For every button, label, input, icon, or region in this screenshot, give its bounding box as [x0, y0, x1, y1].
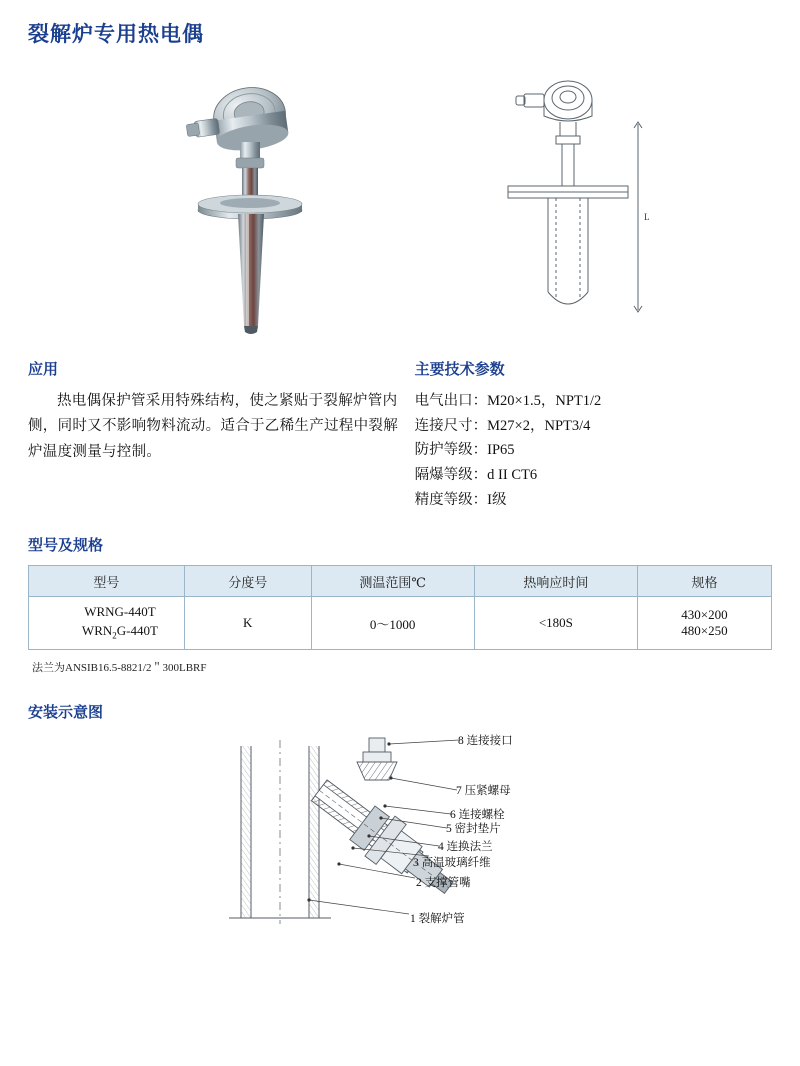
installation-heading: 安装示意图 — [28, 704, 104, 722]
cell-graduation: K — [184, 597, 311, 650]
parameters-section — [405, 358, 772, 512]
callout-label: 压紧螺母 — [464, 785, 511, 798]
installation-drawing — [213, 732, 633, 962]
models-section — [28, 534, 772, 675]
callout-label: 连接接口 — [466, 735, 513, 748]
callout-5 — [446, 820, 501, 836]
models-heading: 型号及规格 — [28, 537, 104, 555]
parameters-heading: 主要技术参数 — [414, 361, 505, 378]
callout-1 — [410, 910, 465, 926]
parameter-item: 连接尺寸：M27×2，NPT3/4 — [414, 417, 591, 434]
callout-number: 5 — [446, 823, 452, 836]
installation-diagram — [28, 732, 772, 972]
callout-8 — [458, 732, 513, 748]
product-drawing-right — [498, 64, 668, 344]
callout-number: 4 — [438, 841, 444, 854]
page-title: 裂解炉专用热电偶 — [28, 23, 204, 46]
callout-number: 1 — [410, 913, 416, 926]
callout-number: 2 — [416, 877, 422, 890]
callout-label: 连换法兰 — [446, 841, 493, 854]
callout-label: 裂解炉管 — [418, 913, 465, 926]
callout-4 — [438, 838, 493, 854]
product-photo-left — [178, 64, 338, 344]
spec-line-1: 430×200 — [681, 607, 728, 623]
table-note: 法兰为ANSIB16.5-8821/2＂300LBRF — [32, 662, 207, 675]
cell-response: <180S — [474, 597, 637, 650]
installation-section — [28, 701, 772, 972]
model-line-2 — [57, 622, 183, 643]
specification-table — [28, 565, 772, 650]
parameter-item: 电气出口：M20×1.5，NPT1/2 — [414, 393, 602, 409]
callout-label: 支撑管嘴 — [424, 877, 471, 890]
callout-label: 密封垫片 — [454, 823, 501, 836]
table-header-row — [29, 566, 772, 597]
info-columns — [28, 358, 772, 512]
model-subscript: 2 — [112, 630, 117, 641]
callout-number: 6 — [450, 809, 456, 822]
column-header-model: 型号 — [29, 566, 185, 597]
parameters-list — [415, 389, 772, 512]
callout-2 — [416, 874, 471, 890]
model-line-1: WRNG-440T — [84, 604, 156, 620]
parameter-item: 隔爆等级：d II CT6 — [414, 466, 538, 483]
callout-label: 高温玻璃纤维 — [421, 857, 491, 870]
dimension-label: L — [644, 212, 650, 222]
application-heading: 应用 — [28, 361, 59, 378]
callout-7 — [456, 782, 511, 798]
parameter-item: 防护等级：IP65 — [414, 442, 515, 459]
application-text: 热电偶保护管采用特殊结构，使之紧贴于裂解炉管内侧，同时又不影响物料流动。适合于乙稀生产过程中裂解炉温度测量与控制。 — [28, 393, 398, 460]
column-header-response: 热响应时间 — [474, 566, 637, 597]
callout-label: 连接螺栓 — [458, 809, 505, 822]
column-header-spec: 规格 — [637, 566, 771, 597]
callout-number: 3 — [413, 857, 419, 870]
cell-spec — [637, 597, 771, 650]
callout-number: 7 — [456, 785, 462, 798]
spec-line-2: 480×250 — [681, 623, 728, 639]
column-header-graduation: 分度号 — [184, 566, 311, 597]
product-figures — [28, 54, 772, 354]
cell-model — [29, 597, 185, 650]
cell-range: 0～1000 — [311, 597, 474, 650]
column-header-range: 测温范围℃ — [311, 566, 474, 597]
table-row — [29, 597, 772, 650]
application-section — [28, 358, 405, 512]
model-suffix: G-440T — [116, 623, 158, 639]
callout-3 — [413, 854, 491, 870]
callout-number: 8 — [458, 735, 464, 748]
parameter-item: 精度等级：I级 — [414, 491, 507, 508]
model-prefix: WRN — [81, 623, 113, 639]
